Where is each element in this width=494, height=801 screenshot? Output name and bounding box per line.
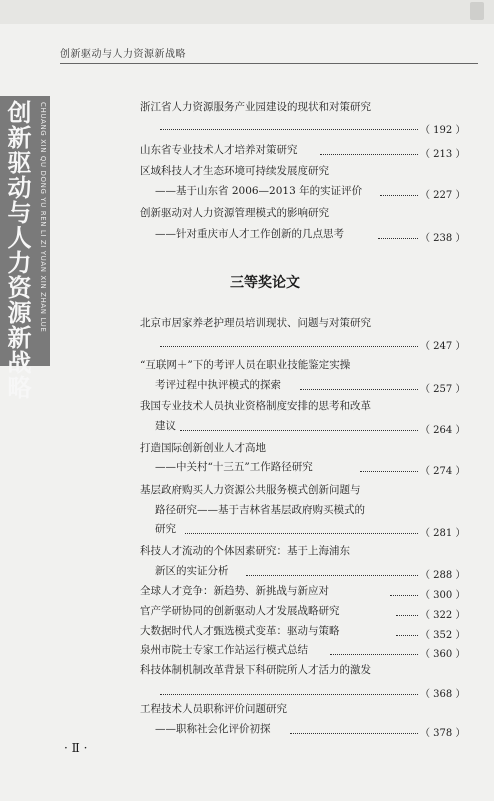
scan-corner-mark	[470, 2, 484, 20]
toc-page-number: （ 378 ）	[420, 728, 466, 739]
toc-entry-subtitle: 考评过程中执评模式的探索	[155, 379, 281, 391]
toc-page-number: （ 300 ）	[420, 590, 466, 601]
toc-entry-subtitle: 路径研究——基于吉林省基层政府购买模式的	[155, 504, 365, 516]
toc-page-number: （ 264 ）	[420, 425, 466, 436]
toc-entry-subtitle: ——中关村“十三五”工作路径研究	[155, 461, 313, 473]
toc-leader	[396, 635, 418, 636]
toc-entry-title: 科技人才流动的个体因素研究：基于上海浦东	[140, 545, 350, 557]
toc-entry-title: 山东省专业技术人才培养对策研究	[140, 144, 298, 156]
toc-leader	[300, 389, 418, 390]
toc-entry-title: “互联网＋”下的考评人员在职业技能鉴定实操	[140, 359, 351, 371]
toc-entry-title: 官产学研协同的创新驱动人才发展战略研究	[140, 605, 340, 617]
toc-entry-subtitle: ——针对重庆市人才工作创新的几点思考	[155, 228, 344, 240]
toc-entry-title: 大数据时代人才甄选模式变革：驱动与策略	[140, 625, 340, 637]
toc-entry-title: 创新驱动对人力资源管理模式的影响研究	[140, 207, 329, 219]
toc-leader	[390, 595, 418, 596]
toc-leader	[160, 129, 418, 130]
toc-entry-title: 浙江省人力资源服务产业园建设的现状和对策研究	[140, 101, 371, 113]
toc-page-number: （ 227 ）	[420, 190, 466, 201]
toc-entry-title: 泉州市院士专家工作站运行模式总结	[140, 644, 308, 656]
side-tab-pinyin: CHUANG XIN QU DONG YU REN LI ZI YUAN XIN ZHAN LUE	[39, 102, 47, 333]
toc-page-number: （ 274 ）	[420, 466, 466, 477]
toc-leader	[396, 615, 418, 616]
toc-entry-title: 我国专业技术人员执业资格制度安排的思考和改革	[140, 400, 371, 412]
toc-entry-title: 科技体制机制改革背景下科研院所人才活力的激发	[140, 664, 371, 676]
toc-page-number: （ 281 ）	[420, 528, 466, 539]
toc-leader	[360, 471, 418, 472]
toc-leader	[185, 533, 418, 534]
toc-leader	[320, 154, 418, 155]
toc-entry-subtitle: ——职称社会化评价初探	[155, 723, 271, 735]
running-header: 创新驱动与人力资源新战略	[60, 49, 186, 60]
toc-page-number: （ 238 ）	[420, 233, 466, 244]
toc-entry-subtitle: 新区的实证分析	[155, 565, 229, 577]
toc-entry-subtitle: 建议	[155, 420, 176, 432]
toc-page-number: （ 360 ）	[420, 649, 466, 660]
toc-page-number: （ 322 ）	[420, 610, 466, 621]
section-title: 三等奖论文	[230, 275, 300, 291]
toc-entry-subtitle: ——基于山东省 2006—2013 年的实证评价	[155, 185, 363, 197]
toc-page-number: （ 257 ）	[420, 384, 466, 395]
side-tab-title: 创新驱动与人力资源新战略	[3, 100, 32, 400]
toc-leader	[160, 694, 418, 695]
toc-entry-title: 打造国际创新创业人才高地	[140, 442, 266, 454]
toc-leader	[246, 575, 418, 576]
toc-leader	[380, 195, 418, 196]
toc-page-number: （ 213 ）	[420, 149, 466, 160]
toc-leader	[378, 238, 418, 239]
toc-page-number: （ 352 ）	[420, 630, 466, 641]
toc-entry-title: 基层政府购买人力资源公共服务模式创新问题与	[140, 484, 361, 496]
toc-page-number: （ 247 ）	[420, 341, 466, 352]
header-rule	[60, 63, 478, 64]
toc-leader	[160, 346, 418, 347]
toc-leader	[290, 733, 418, 734]
toc-page-number: （ 192 ）	[420, 125, 466, 136]
page-number: · Ⅱ ·	[64, 741, 88, 755]
toc-entry-subtitle: 研究	[155, 523, 176, 535]
toc-page-number: （ 368 ）	[420, 689, 466, 700]
toc-page-number: （ 288 ）	[420, 570, 466, 581]
toc-leader	[330, 654, 418, 655]
toc-entry-title: 工程技术人员职称评价问题研究	[140, 703, 287, 715]
toc-entry-title: 全球人才竞争：新趋势、新挑战与新应对	[140, 585, 329, 597]
scan-top-strip	[0, 0, 494, 24]
toc-entry-title: 北京市居家养老护理员培训现状、问题与对策研究	[140, 317, 371, 329]
toc-entry-title: 区域科技人才生态环境可持续发展度研究	[140, 165, 329, 177]
toc-leader	[180, 430, 418, 431]
